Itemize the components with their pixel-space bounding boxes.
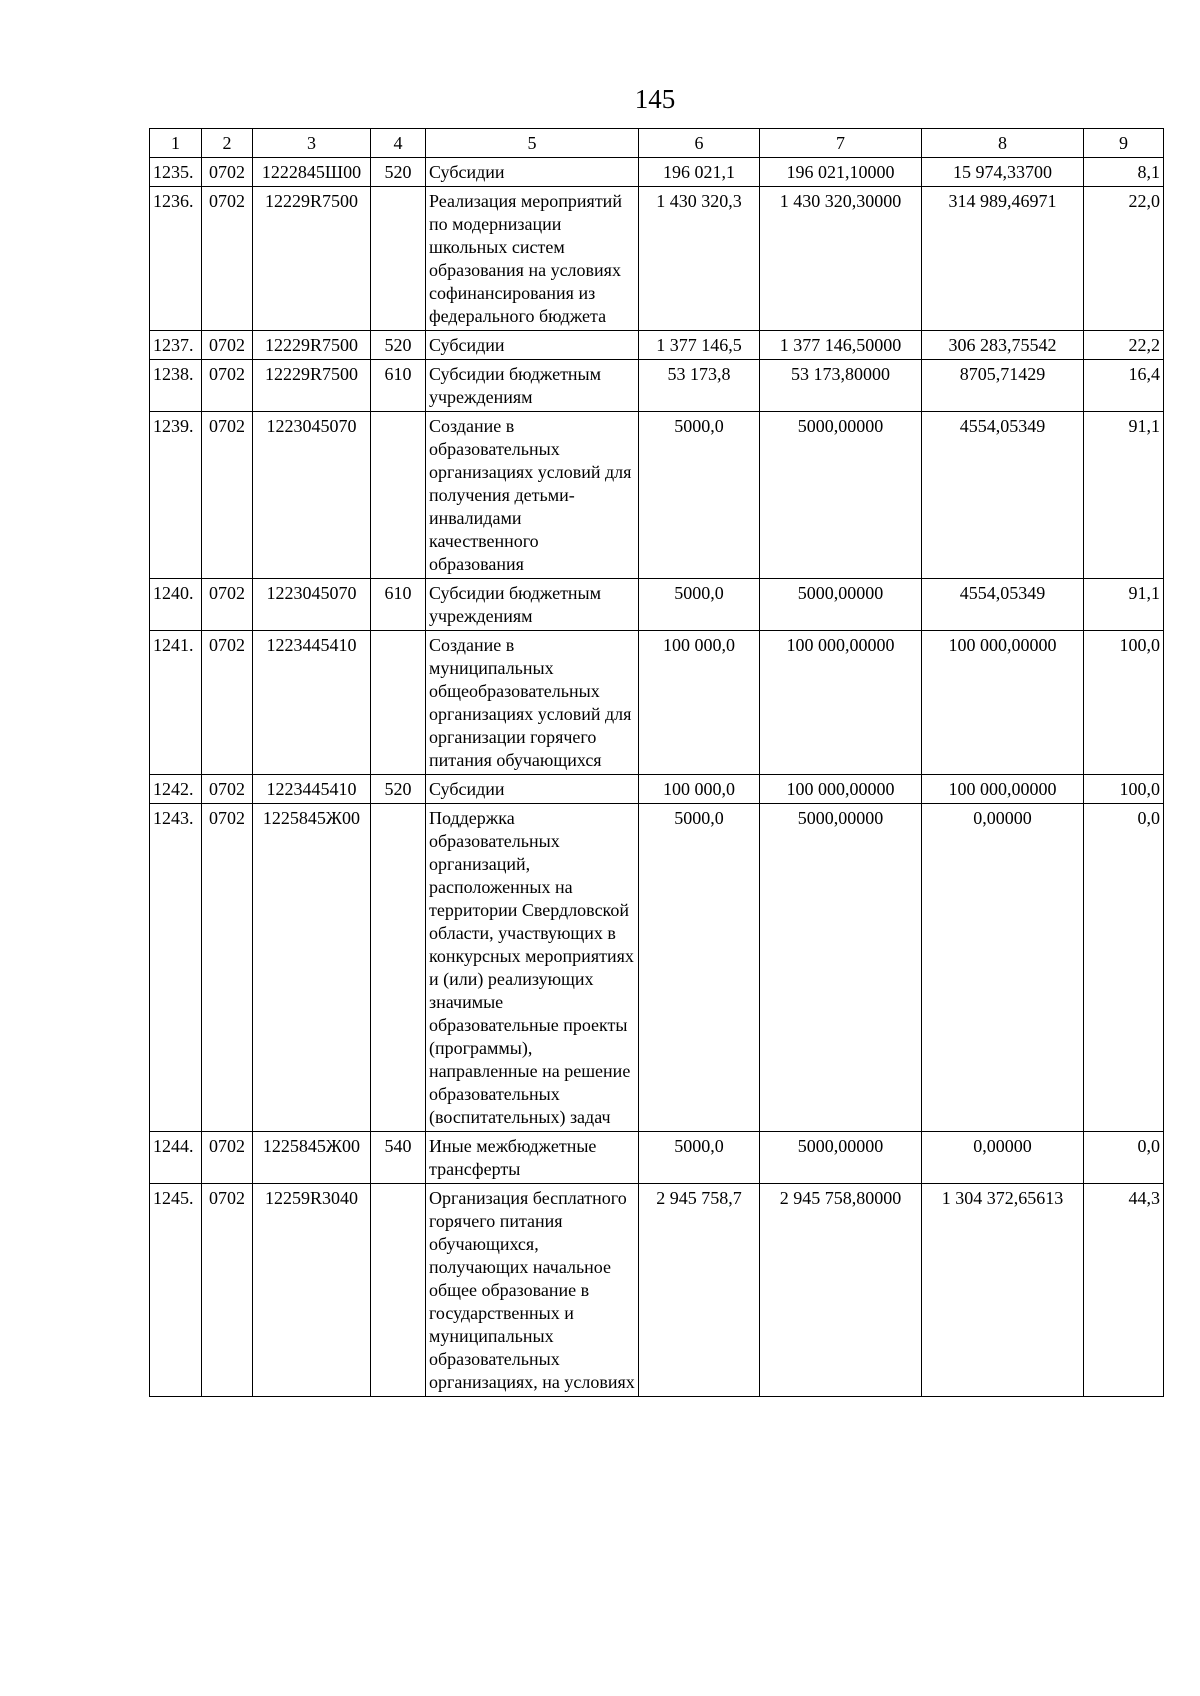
- name-cell: Субсидии бюджетным учреждениям: [426, 360, 639, 412]
- row-number-cell: 1239.: [150, 412, 202, 579]
- percent-cell: 91,1: [1084, 579, 1164, 631]
- budget-table: [149, 128, 1164, 1397]
- percent-cell: 0,0: [1084, 804, 1164, 1132]
- executed-amount-cell: 100 000,00000: [922, 775, 1084, 804]
- column-header: 8: [922, 129, 1084, 158]
- column-header: 6: [639, 129, 760, 158]
- column-header: 7: [760, 129, 922, 158]
- percent-cell: 16,4: [1084, 360, 1164, 412]
- table-row: [150, 579, 1164, 631]
- expense-type-cell: [371, 187, 426, 331]
- adjusted-amount-cell: 100 000,00000: [760, 631, 922, 775]
- target-article-cell: 12229R7500: [253, 187, 371, 331]
- percent-cell: 22,2: [1084, 331, 1164, 360]
- executed-amount-cell: 0,00000: [922, 1132, 1084, 1184]
- percent-cell: 0,0: [1084, 1132, 1164, 1184]
- row-number-cell: 1242.: [150, 775, 202, 804]
- approved-amount-cell: 1 377 146,5: [639, 331, 760, 360]
- approved-amount-cell: 5000,0: [639, 579, 760, 631]
- row-number-cell: 1238.: [150, 360, 202, 412]
- adjusted-amount-cell: 2 945 758,80000: [760, 1184, 922, 1397]
- table-body: [150, 158, 1164, 1397]
- percent-cell: 100,0: [1084, 775, 1164, 804]
- section-code-cell: 0702: [202, 775, 253, 804]
- approved-amount-cell: 1 430 320,3: [639, 187, 760, 331]
- expense-type-cell: 540: [371, 1132, 426, 1184]
- executed-amount-cell: 15 974,33700: [922, 158, 1084, 187]
- expense-type-cell: [371, 804, 426, 1132]
- table-row: [150, 412, 1164, 579]
- table-row: [150, 1132, 1164, 1184]
- target-article-cell: 1223445410: [253, 775, 371, 804]
- row-number-cell: 1237.: [150, 331, 202, 360]
- adjusted-amount-cell: 5000,00000: [760, 412, 922, 579]
- section-code-cell: 0702: [202, 1184, 253, 1397]
- executed-amount-cell: 4554,05349: [922, 412, 1084, 579]
- approved-amount-cell: 100 000,0: [639, 775, 760, 804]
- section-code-cell: 0702: [202, 579, 253, 631]
- row-number-cell: 1245.: [150, 1184, 202, 1397]
- percent-cell: 22,0: [1084, 187, 1164, 331]
- approved-amount-cell: 2 945 758,7: [639, 1184, 760, 1397]
- section-code-cell: 0702: [202, 1132, 253, 1184]
- expense-type-cell: 610: [371, 360, 426, 412]
- percent-cell: 91,1: [1084, 412, 1164, 579]
- target-article-cell: 1225845Ж00: [253, 804, 371, 1132]
- row-number-cell: 1236.: [150, 187, 202, 331]
- executed-amount-cell: 4554,05349: [922, 579, 1084, 631]
- target-article-cell: 1223045070: [253, 579, 371, 631]
- table-row: [150, 631, 1164, 775]
- target-article-cell: 1222845Ш00: [253, 158, 371, 187]
- adjusted-amount-cell: 100 000,00000: [760, 775, 922, 804]
- adjusted-amount-cell: 5000,00000: [760, 1132, 922, 1184]
- row-number-cell: 1241.: [150, 631, 202, 775]
- expense-type-cell: 520: [371, 158, 426, 187]
- expense-type-cell: 610: [371, 579, 426, 631]
- section-code-cell: 0702: [202, 360, 253, 412]
- table-row: [150, 187, 1164, 331]
- table-row: [150, 775, 1164, 804]
- table-row: [150, 331, 1164, 360]
- name-cell: Иные межбюджетные трансферты: [426, 1132, 639, 1184]
- page-number: 145: [634, 84, 676, 114]
- approved-amount-cell: 5000,0: [639, 804, 760, 1132]
- expense-type-cell: [371, 412, 426, 579]
- row-number-cell: 1240.: [150, 579, 202, 631]
- adjusted-amount-cell: 53 173,80000: [760, 360, 922, 412]
- expense-type-cell: 520: [371, 331, 426, 360]
- target-article-cell: 12259R3040: [253, 1184, 371, 1397]
- name-cell: Создание в муниципальных общеобразовательных организациях условий для организации горячего питания обучающихся: [426, 631, 639, 775]
- percent-cell: 44,3: [1084, 1184, 1164, 1397]
- row-number-cell: 1243.: [150, 804, 202, 1132]
- target-article-cell: 12229R7500: [253, 331, 371, 360]
- approved-amount-cell: 5000,0: [639, 412, 760, 579]
- percent-cell: 8,1: [1084, 158, 1164, 187]
- target-article-cell: 12229R7500: [253, 360, 371, 412]
- table-row: [150, 1184, 1164, 1397]
- approved-amount-cell: 5000,0: [639, 1132, 760, 1184]
- section-code-cell: 0702: [202, 631, 253, 775]
- name-cell: Субсидии: [426, 158, 639, 187]
- name-cell: Создание в образовательных организациях условий для получения детьми-инвалидами качественного образования: [426, 412, 639, 579]
- executed-amount-cell: 100 000,00000: [922, 631, 1084, 775]
- section-code-cell: 0702: [202, 187, 253, 331]
- name-cell: Реализация мероприятий по модернизации школьных систем образования на условиях софинансирования из федерального бюджета: [426, 187, 639, 331]
- target-article-cell: 1223445410: [253, 631, 371, 775]
- table-row: [150, 360, 1164, 412]
- section-code-cell: 0702: [202, 412, 253, 579]
- row-number-cell: 1244.: [150, 1132, 202, 1184]
- section-code-cell: 0702: [202, 804, 253, 1132]
- name-cell: Организация бесплатного горячего питания обучающихся, получающих начальное общее образование в государственных и муниципальных образовательных организациях, на условиях: [426, 1184, 639, 1397]
- executed-amount-cell: 1 304 372,65613: [922, 1184, 1084, 1397]
- approved-amount-cell: 53 173,8: [639, 360, 760, 412]
- expense-type-cell: [371, 1184, 426, 1397]
- expense-type-cell: [371, 631, 426, 775]
- executed-amount-cell: 0,00000: [922, 804, 1084, 1132]
- column-header: 4: [371, 129, 426, 158]
- approved-amount-cell: 196 021,1: [639, 158, 760, 187]
- adjusted-amount-cell: 196 021,10000: [760, 158, 922, 187]
- percent-cell: 100,0: [1084, 631, 1164, 775]
- target-article-cell: 1223045070: [253, 412, 371, 579]
- table-header-row: [150, 129, 1164, 158]
- table-row: [150, 158, 1164, 187]
- executed-amount-cell: 306 283,75542: [922, 331, 1084, 360]
- column-header: 5: [426, 129, 639, 158]
- approved-amount-cell: 100 000,0: [639, 631, 760, 775]
- adjusted-amount-cell: 5000,00000: [760, 804, 922, 1132]
- column-header: 9: [1084, 129, 1164, 158]
- adjusted-amount-cell: 5000,00000: [760, 579, 922, 631]
- column-header: 3: [253, 129, 371, 158]
- table-row: [150, 804, 1164, 1132]
- section-code-cell: 0702: [202, 158, 253, 187]
- name-cell: Субсидии: [426, 331, 639, 360]
- name-cell: Субсидии бюджетным учреждениям: [426, 579, 639, 631]
- adjusted-amount-cell: 1 430 320,30000: [760, 187, 922, 331]
- section-code-cell: 0702: [202, 331, 253, 360]
- executed-amount-cell: 8705,71429: [922, 360, 1084, 412]
- name-cell: Поддержка образовательных организаций, расположенных на территории Свердловской области, участвующих в конкурсных мероприятиях и (или) реализующих значимые образовательные проекты (программы), направленные на решение образовательных (воспитательных) задач: [426, 804, 639, 1132]
- target-article-cell: 1225845Ж00: [253, 1132, 371, 1184]
- column-header: 2: [202, 129, 253, 158]
- column-header: 1: [150, 129, 202, 158]
- executed-amount-cell: 314 989,46971: [922, 187, 1084, 331]
- adjusted-amount-cell: 1 377 146,50000: [760, 331, 922, 360]
- row-number-cell: 1235.: [150, 158, 202, 187]
- name-cell: Субсидии: [426, 775, 639, 804]
- expense-type-cell: 520: [371, 775, 426, 804]
